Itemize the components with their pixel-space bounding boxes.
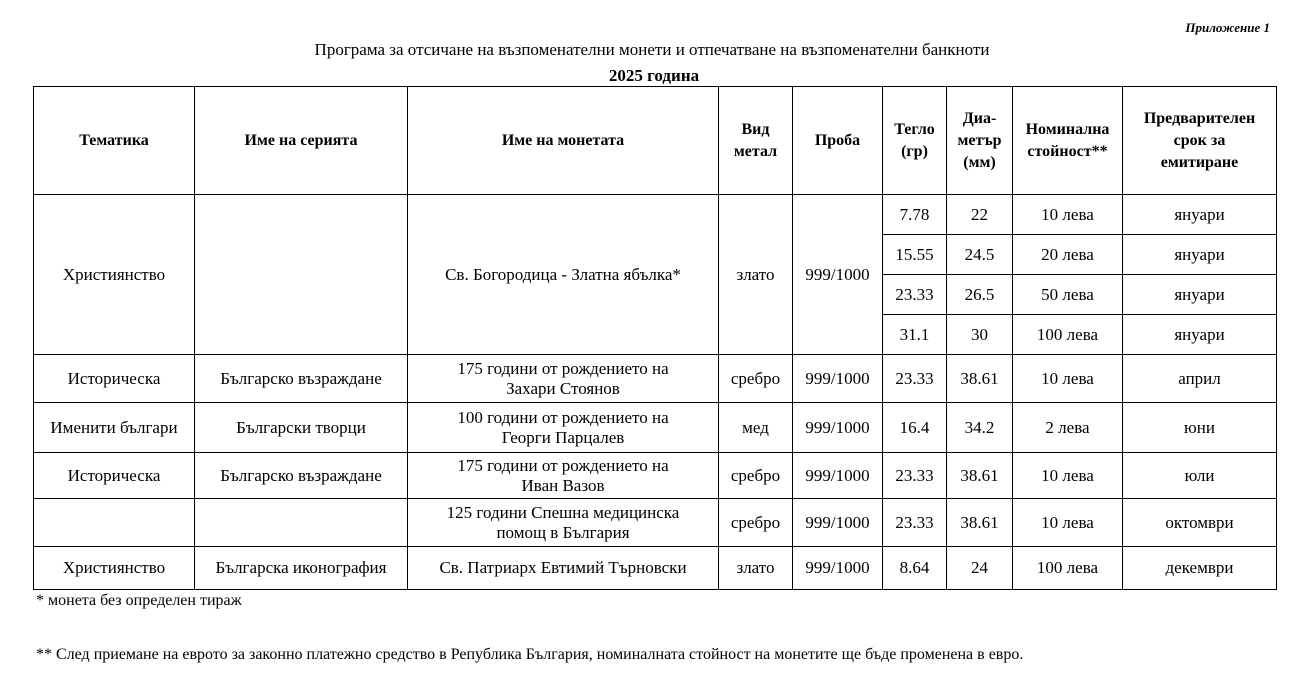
cell-weight: 23.33: [883, 453, 947, 499]
header-weight: Тегло (гр): [883, 87, 947, 195]
cell-series: Българско възраждане: [195, 453, 408, 499]
cell-coin-name: 175 години от рождението на Захари Стоянов: [408, 355, 719, 403]
cell-coin-name: Св. Патриарх Евтимий Търновски: [408, 547, 719, 590]
header-metal: Вид метал: [719, 87, 793, 195]
cell-coin-name: 125 години Спешна медицинска помощ в България: [408, 499, 719, 547]
cell-theme: Историческа: [34, 453, 195, 499]
footnote-single-asterisk: * монета без определен тираж: [36, 592, 242, 609]
cell-term: юни: [1123, 403, 1277, 453]
cell-nominal: 50 лева: [1013, 275, 1123, 315]
cell-term: януари: [1123, 195, 1277, 235]
cell-diameter: 30: [947, 315, 1013, 355]
cell-weight: 16.4: [883, 403, 947, 453]
cell-theme: [34, 499, 195, 547]
header-nominal: Номинална стойност**: [1013, 87, 1123, 195]
cell-series: Българска иконография: [195, 547, 408, 590]
cell-fineness: 999/1000: [793, 403, 883, 453]
cell-nominal: 20 лева: [1013, 235, 1123, 275]
cell-nominal: 10 лева: [1013, 499, 1123, 547]
cell-fineness: 999/1000: [793, 547, 883, 590]
cell-coin-name: 100 години от рождението на Георги Парцалев: [408, 403, 719, 453]
cell-term: януари: [1123, 275, 1277, 315]
cell-term: декември: [1123, 547, 1277, 590]
cell-term: октомври: [1123, 499, 1277, 547]
cell-weight: 23.33: [883, 275, 947, 315]
cell-theme: Християнство: [34, 547, 195, 590]
cell-term: юли: [1123, 453, 1277, 499]
cell-fineness: 999/1000: [793, 355, 883, 403]
document-year: 2025 година: [608, 66, 700, 85]
cell-weight: 8.64: [883, 547, 947, 590]
cell-fineness: 999/1000: [793, 453, 883, 499]
cell-term: април: [1123, 355, 1277, 403]
cell-metal: мед: [719, 403, 793, 453]
cell-metal: злато: [719, 195, 793, 355]
document-title: Програма за отсичане на възпоменателни монети и отпечатване на възпоменателни банкноти: [314, 40, 990, 59]
cell-metal: сребро: [719, 453, 793, 499]
cell-series: Български творци: [195, 403, 408, 453]
cell-metal: сребро: [719, 355, 793, 403]
header-theme: Тематика: [34, 87, 195, 195]
cell-weight: 23.33: [883, 499, 947, 547]
cell-diameter: 38.61: [947, 355, 1013, 403]
cell-nominal: 100 лева: [1013, 547, 1123, 590]
cell-weight: 23.33: [883, 355, 947, 403]
cell-series: [195, 499, 408, 547]
cell-diameter: 38.61: [947, 453, 1013, 499]
table-row: [34, 355, 1277, 403]
header-series: Име на серията: [195, 87, 408, 195]
cell-diameter: 34.2: [947, 403, 1013, 453]
cell-diameter: 26.5: [947, 275, 1013, 315]
cell-metal: злато: [719, 547, 793, 590]
cell-theme: Християнство: [34, 195, 195, 355]
cell-nominal: 2 лева: [1013, 403, 1123, 453]
footnote-double-asterisk: ** След приемане на еврото за законно платежно средство в Република България, номиналната стойност на монетите ще бъде променена в евро.: [36, 646, 1024, 663]
cell-metal: сребро: [719, 499, 793, 547]
cell-term: януари: [1123, 315, 1277, 355]
header-issue-term: Предварителен срок за емитиране: [1123, 87, 1277, 195]
header-diameter: Диа- метър (мм): [947, 87, 1013, 195]
cell-nominal: 10 лева: [1013, 453, 1123, 499]
table-row: [34, 403, 1277, 453]
appendix-label: Приложение 1: [1185, 20, 1270, 35]
table-row: [34, 547, 1277, 590]
cell-fineness: 999/1000: [793, 195, 883, 355]
cell-nominal: 10 лева: [1013, 195, 1123, 235]
cell-weight: 31.1: [883, 315, 947, 355]
cell-nominal: 10 лева: [1013, 355, 1123, 403]
cell-series: [195, 195, 408, 355]
cell-diameter: 24.5: [947, 235, 1013, 275]
cell-diameter: 24: [947, 547, 1013, 590]
cell-nominal: 100 лева: [1013, 315, 1123, 355]
table-row: [34, 453, 1277, 499]
cell-series: Българско възраждане: [195, 355, 408, 403]
header-fineness: Проба: [793, 87, 883, 195]
cell-theme: Историческа: [34, 355, 195, 403]
table-row: [34, 499, 1277, 547]
coin-program-table: [33, 86, 1277, 590]
cell-fineness: 999/1000: [793, 499, 883, 547]
header-coin-name: Име на монетата: [408, 87, 719, 195]
cell-diameter: 22: [947, 195, 1013, 235]
cell-term: януари: [1123, 235, 1277, 275]
cell-weight: 15.55: [883, 235, 947, 275]
cell-theme: Именити българи: [34, 403, 195, 453]
cell-coin-name: 175 години от рождението на Иван Вазов: [408, 453, 719, 499]
table-header-row: [34, 87, 1277, 195]
cell-weight: 7.78: [883, 195, 947, 235]
cell-coin-name: Св. Богородица - Златна ябълка*: [408, 195, 719, 355]
cell-diameter: 38.61: [947, 499, 1013, 547]
table-row: [34, 195, 1277, 235]
